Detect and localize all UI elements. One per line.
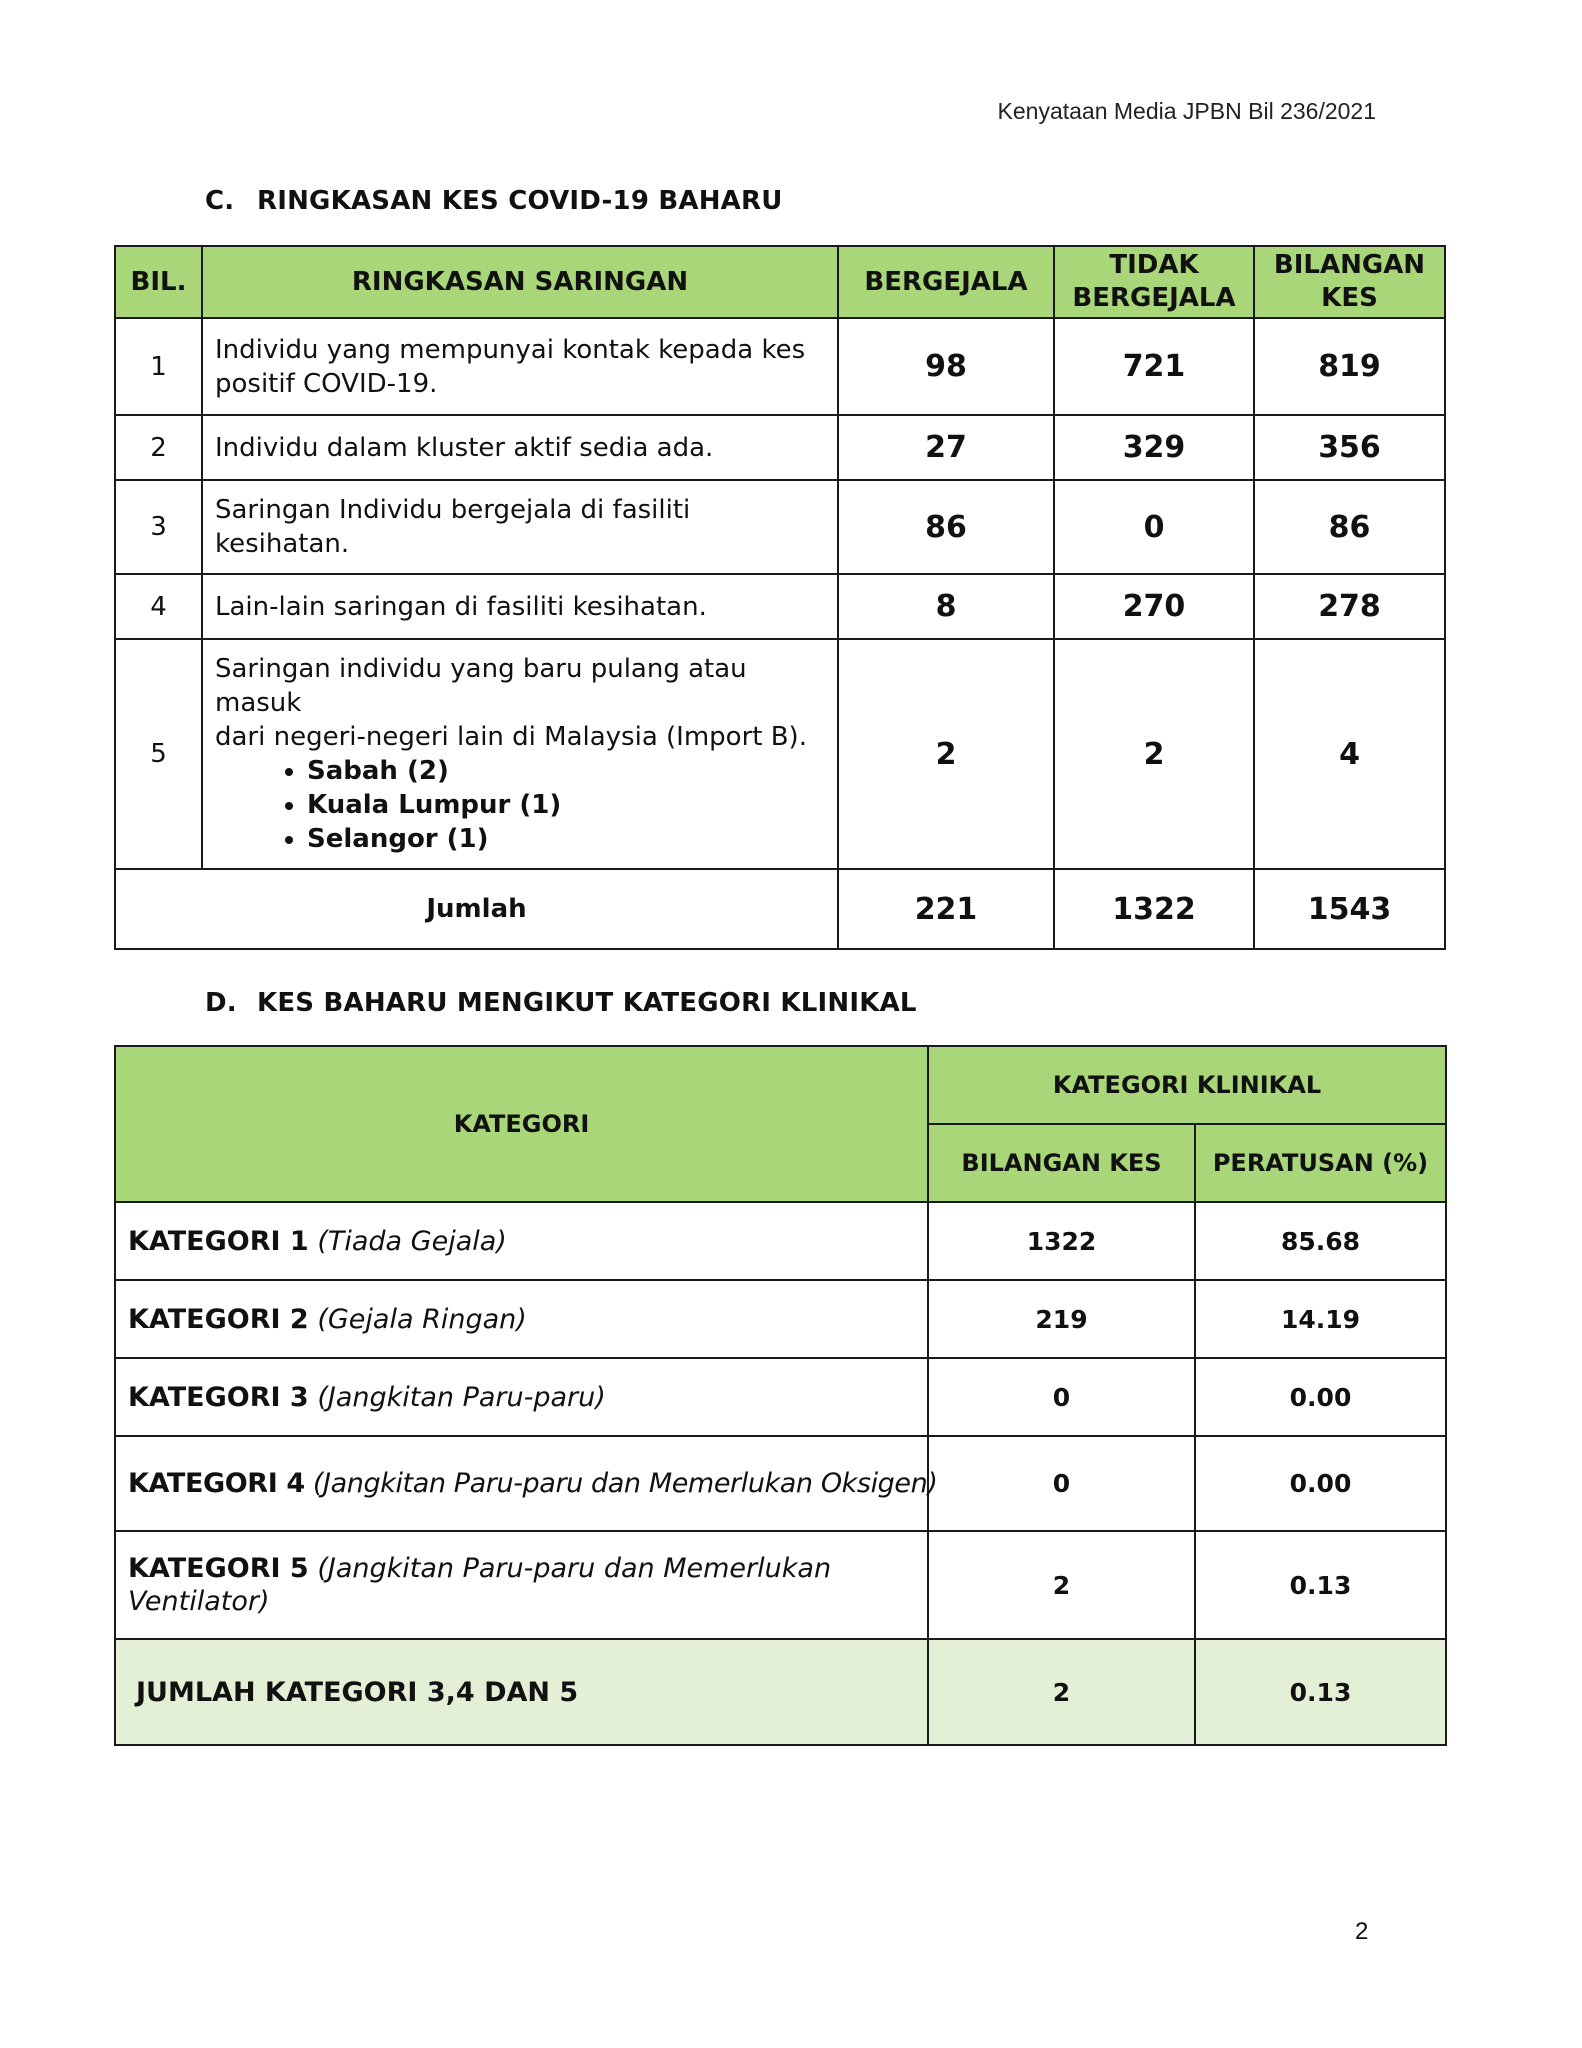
section-c-heading — [205, 186, 783, 216]
col-header-asymptomatic — [1054, 246, 1254, 318]
category-name: KATEGORI 1 — [128, 1225, 309, 1257]
table-header-row — [115, 1046, 1446, 1124]
case-count: 2 — [928, 1531, 1195, 1639]
table-row — [115, 1280, 1446, 1358]
total-cases: 2 — [928, 1639, 1195, 1745]
row-description: Saringan Individu bergejala di fasiliti kesihatan. — [202, 480, 838, 574]
category-cell — [115, 1531, 928, 1639]
symptomatic-count: 27 — [838, 415, 1054, 480]
category-description: (Jangkitan Paru-paru) — [317, 1381, 606, 1413]
percentage: 0.00 — [1195, 1436, 1446, 1531]
total-row — [115, 1639, 1446, 1745]
col-header-cases-line1: BILANGAN — [1273, 250, 1426, 280]
col-header-cases-line2: KES — [1321, 283, 1378, 313]
section-d-title: KES BAHARU MENGIKUT KATEGORI KLINIKAL — [257, 988, 917, 1018]
asymptomatic-count: 0 — [1054, 480, 1254, 574]
list-item: • Sabah (2) — [307, 754, 825, 788]
col-header-category: KATEGORI — [115, 1046, 928, 1202]
table-row — [115, 1202, 1446, 1280]
total-asymptomatic: 1322 — [1054, 869, 1254, 949]
table-row — [115, 1531, 1446, 1639]
symptomatic-count: 8 — [838, 574, 1054, 639]
category-name: KATEGORI 3 — [128, 1381, 309, 1413]
row-description: Lain-lain saringan di fasiliti kesihatan. — [202, 574, 838, 639]
table-row — [115, 639, 1445, 869]
category-description: (Jangkitan Paru-paru dan Memerlukan — [317, 1553, 832, 1584]
row-description — [202, 639, 838, 869]
col-header-percent: PERATUSAN (%) — [1195, 1124, 1446, 1202]
section-c-title: RINGKASAN KES COVID-19 BAHARU — [257, 186, 783, 216]
col-header-cases: BILANGAN KES — [928, 1124, 1195, 1202]
total-percentage: 0.13 — [1195, 1639, 1446, 1745]
category-description: (Tiada Gejala) — [317, 1225, 507, 1257]
case-count: 819 — [1254, 318, 1445, 415]
row-description-line: dari negeri-negeri lain di Malaysia (Import B). — [215, 722, 807, 752]
table-row — [115, 415, 1445, 480]
total-label: Jumlah — [115, 869, 838, 949]
table-row — [115, 318, 1445, 415]
total-row — [115, 869, 1445, 949]
section-d-heading — [205, 988, 917, 1018]
asymptomatic-count: 329 — [1054, 415, 1254, 480]
category-description: (Gejala Ringan) — [317, 1303, 527, 1335]
row-number: 1 — [115, 318, 202, 415]
list-item: • Kuala Lumpur (1) — [307, 788, 825, 822]
table-header-row — [115, 246, 1445, 318]
symptomatic-count: 98 — [838, 318, 1054, 415]
category-cell — [115, 1280, 928, 1358]
section-c-letter: C. — [205, 186, 235, 216]
case-count: 1322 — [928, 1202, 1195, 1280]
col-header-summary: RINGKASAN SARINGAN — [202, 246, 838, 318]
category-description: Ventilator) — [128, 1586, 270, 1617]
percentage: 85.68 — [1195, 1202, 1446, 1280]
asymptomatic-count: 721 — [1054, 318, 1254, 415]
import-origin-list — [215, 754, 825, 856]
table-row — [115, 1358, 1446, 1436]
row-number: 3 — [115, 480, 202, 574]
category-cell — [115, 1436, 938, 1531]
symptomatic-count: 86 — [838, 480, 1054, 574]
total-cases: 1543 — [1254, 869, 1445, 949]
col-header-clinical-group: KATEGORI KLINIKAL — [928, 1046, 1446, 1124]
category-cell — [115, 1358, 928, 1436]
col-header-symptomatic: BERGEJALA — [838, 246, 1054, 318]
table-row — [115, 574, 1445, 639]
col-header-bil: BIL. — [115, 246, 202, 318]
case-count: 0 — [928, 1436, 1195, 1531]
row-number: 2 — [115, 415, 202, 480]
section-d-letter: D. — [205, 988, 237, 1018]
case-count: 0 — [928, 1358, 1195, 1436]
asymptomatic-count: 270 — [1054, 574, 1254, 639]
case-count: 4 — [1254, 639, 1445, 869]
total-symptomatic: 221 — [838, 869, 1054, 949]
table-row — [115, 480, 1445, 574]
list-item: • Selangor (1) — [307, 822, 825, 856]
col-header-asymptomatic-line2: BERGEJALA — [1072, 283, 1236, 313]
row-number: 4 — [115, 574, 202, 639]
col-header-asymptomatic-line1: TIDAK — [1109, 250, 1199, 280]
row-number: 5 — [115, 639, 202, 869]
total-label: JUMLAH KATEGORI 3,4 DAN 5 — [115, 1639, 928, 1745]
document-reference: Kenyataan Media JPBN Bil 236/2021 — [997, 98, 1376, 124]
row-description-line: Individu yang mempunyai kontak kepada kes — [215, 334, 806, 365]
percentage: 14.19 — [1195, 1280, 1446, 1358]
table-row — [115, 1436, 1446, 1531]
case-count: 356 — [1254, 415, 1445, 480]
row-description-line: positif COVID-19. — [215, 368, 438, 399]
col-header-cases — [1254, 246, 1445, 318]
row-description-line: Saringan individu yang baru pulang atau masuk — [215, 654, 747, 718]
row-description — [202, 318, 838, 415]
asymptomatic-count: 2 — [1054, 639, 1254, 869]
clinical-category-table — [114, 1045, 1447, 1746]
category-name: KATEGORI 5 — [128, 1553, 309, 1584]
percentage: 0.00 — [1195, 1358, 1446, 1436]
category-name: KATEGORI 2 — [128, 1303, 309, 1335]
symptomatic-count: 2 — [838, 639, 1054, 869]
percentage: 0.13 — [1195, 1531, 1446, 1639]
page-number: 2 — [1355, 1918, 1369, 1945]
category-description: (Jangkitan Paru-paru dan Memerlukan Oksigen) — [312, 1468, 938, 1499]
case-count: 219 — [928, 1280, 1195, 1358]
category-cell — [115, 1202, 928, 1280]
covid-screening-summary-table — [114, 245, 1446, 950]
case-count: 86 — [1254, 480, 1445, 574]
category-name: KATEGORI 4 — [128, 1468, 305, 1499]
case-count: 278 — [1254, 574, 1445, 639]
row-description: Individu dalam kluster aktif sedia ada. — [202, 415, 838, 480]
